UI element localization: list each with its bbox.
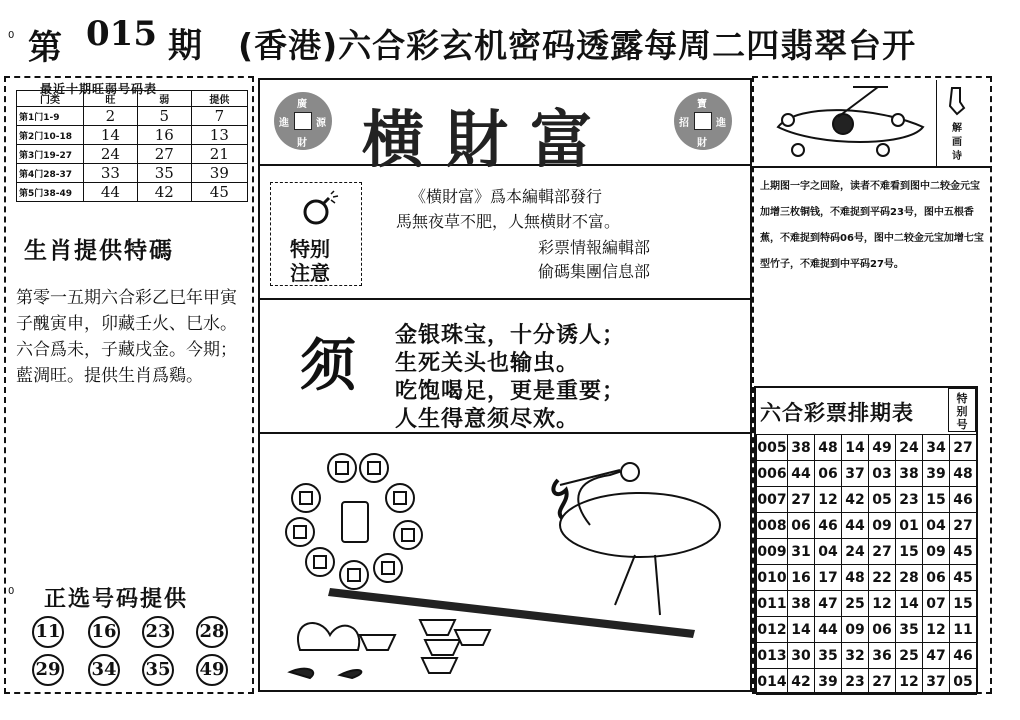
number-cell: 44 [788,461,815,487]
coin-char: 源 [316,118,326,129]
ingot-icon [360,620,490,673]
coin-char: 進 [279,118,289,129]
number-cell: 23 [896,487,923,513]
table-row [757,513,977,539]
number-cell: 34 [923,435,950,461]
pick-number: 11 [32,616,64,648]
table-cell: 2 [84,107,138,126]
number-cell: 06 [788,513,815,539]
number-cell: 45 [950,565,977,591]
table-row [757,435,977,461]
coin-icon [674,92,732,150]
picks-heading: 正选号码提供 [44,587,189,612]
number-cell: 44 [842,513,869,539]
coin-icon [274,92,332,150]
poem-line: 金银珠宝，十分诱人； [395,323,626,348]
table-cell: 13 [191,126,247,145]
poem-line: 吃饱喝足，更是重要； [395,379,626,404]
period-cell: 011 [757,591,788,617]
table-cell: 5 [137,107,191,126]
frequency-table-caption: 最近十期旺弱号码表 [40,82,158,96]
number-cell: 09 [842,617,869,643]
poem-line: 人生得意须尽欢。 [395,407,580,432]
pick-number: 35 [142,654,174,686]
zodiac-heading: 生肖提供特碼 [24,238,174,264]
number-cell: 47 [923,643,950,669]
coin-char: 財 [697,138,707,149]
notice-line: 《横財富》爲本編輯部發行 [410,187,603,206]
table-row [757,669,977,695]
number-cell: 37 [842,461,869,487]
notice-line: 彩票情報編輯部 [538,238,651,257]
number-cell: 11 [950,617,977,643]
number-cell: 27 [869,669,896,695]
pick-number: 29 [32,654,64,686]
column-header: 门类 [17,91,84,107]
page-title: (香港)六合彩玄机密码透露每周二四翡翠台开 [238,26,917,65]
number-cell: 49 [869,435,896,461]
pick-number: 28 [196,616,228,648]
number-cell: 46 [950,487,977,513]
special-label: 特别号 [956,392,968,431]
row-label: 第5门38-49 [17,183,84,202]
number-cell: 27 [788,487,815,513]
number-cell: 16 [788,565,815,591]
table-cell: 7 [191,107,247,126]
number-cell: 37 [923,669,950,695]
pole-icon [328,588,695,638]
number-cell: 32 [842,643,869,669]
table-cell: 33 [84,164,138,183]
table-row [757,617,977,643]
table-cell: 27 [137,145,191,164]
table-row [17,107,248,126]
peach-icon [290,623,361,678]
pointing-hand-icon [946,86,968,116]
coin-char: 廣 [297,99,307,110]
pick-number: 34 [88,654,120,686]
number-cell: 01 [896,513,923,539]
number-cell: 04 [923,513,950,539]
table-header-row [17,91,248,107]
number-cell: 06 [869,617,896,643]
number-cell: 35 [815,643,842,669]
number-cell: 24 [896,435,923,461]
table-row [757,565,977,591]
number-cell: 15 [923,487,950,513]
column-header: 提供 [191,91,247,107]
number-cell: 47 [815,591,842,617]
number-cell: 27 [869,539,896,565]
number-cell: 05 [869,487,896,513]
crane-icon [560,463,720,615]
number-cell: 03 [869,461,896,487]
zodiac-text: 第零一五期六合彩乙巳年甲寅子醜寅申，卯藏壬火、巳水。六合爲未，子藏戌金。今期；藍淍旺。提供生肖爲鷄。 [16,288,237,386]
poem-key-char: 须 [300,334,356,399]
table-cell: 35 [137,164,191,183]
number-cell: 25 [842,591,869,617]
number-cell: 39 [815,669,842,695]
number-cell: 14 [842,435,869,461]
table-row [17,126,248,145]
number-cell: 14 [896,591,923,617]
column-header: 旺 [84,91,138,107]
number-cell: 25 [896,643,923,669]
number-cell: 30 [788,643,815,669]
frequency-table [16,90,248,202]
number-cell: 27 [950,513,977,539]
number-cell: 12 [869,591,896,617]
corner-mark-top: 0 [8,30,15,41]
table-row [17,183,248,202]
number-cell: 42 [788,669,815,695]
notice-line: 馬無夜草不肥，人無横財不富。 [396,212,621,231]
number-cell: 15 [896,539,923,565]
number-cell: 04 [815,539,842,565]
bomb-icon [300,190,340,228]
schedule-table [756,434,977,695]
number-cell: 09 [869,513,896,539]
notice-line: 偷碼集團信息部 [538,262,651,281]
row-label: 第1门1-9 [17,107,84,126]
number-cell: 06 [923,565,950,591]
pick-number: 16 [88,616,120,648]
table-row [757,591,977,617]
table-cell: 39 [191,164,247,183]
table-cell: 21 [191,145,247,164]
coin-char: 招 [679,118,689,129]
divider [258,298,752,300]
number-cell: 35 [896,617,923,643]
number-cell: 38 [788,435,815,461]
period-cell: 013 [757,643,788,669]
number-cell: 45 [950,539,977,565]
table-cell: 24 [84,145,138,164]
table-row [17,145,248,164]
poem-line: 生死关头也输虫。 [395,351,580,376]
number-cell: 42 [842,487,869,513]
number-cell: 38 [896,461,923,487]
table-cell: 14 [84,126,138,145]
period-cell: 014 [757,669,788,695]
number-cell: 14 [788,617,815,643]
row-label: 第4门28-37 [17,164,84,183]
table-row [757,539,977,565]
period-cell: 009 [757,539,788,565]
number-cell: 15 [950,591,977,617]
notice-label: 特别注意 [290,237,330,285]
period-cell: 005 [757,435,788,461]
number-cell: 36 [869,643,896,669]
number-cell: 24 [842,539,869,565]
worm-icon [553,480,566,518]
issue-suffix: 期 [168,26,202,66]
number-cell: 06 [815,461,842,487]
number-cell: 48 [842,565,869,591]
coin-char: 財 [297,138,307,149]
period-cell: 008 [757,513,788,539]
issue-prefix: 第 [28,28,62,68]
row-label: 第2门10-18 [17,126,84,145]
number-cell: 48 [815,435,842,461]
column-header: 弱 [137,91,191,107]
number-cell: 39 [923,461,950,487]
table-cell: 42 [137,183,191,202]
period-cell: 010 [757,565,788,591]
number-cell: 12 [815,487,842,513]
number-cell: 12 [896,669,923,695]
number-cell: 44 [815,617,842,643]
number-cell: 28 [896,565,923,591]
riddle-label: 解画诗 [952,123,962,162]
number-cell: 07 [923,591,950,617]
table-cell: 16 [137,126,191,145]
divider [752,166,992,168]
schedule-title: 六合彩票排期表 [760,401,914,425]
number-cell: 46 [950,643,977,669]
number-cell: 12 [923,617,950,643]
table-cell: 44 [84,183,138,202]
riddle-picture [758,82,938,162]
number-cell: 22 [869,565,896,591]
number-cell: 27 [950,435,977,461]
coin-char: 寶 [697,99,707,110]
period-cell: 012 [757,617,788,643]
period-cell: 007 [757,487,788,513]
number-cell: 46 [815,513,842,539]
pick-number: 49 [196,654,228,686]
number-cell: 48 [950,461,977,487]
table-row [757,461,977,487]
issue-number: 015 [86,14,157,54]
number-cell: 05 [950,669,977,695]
puzzle-illustration [270,440,740,685]
table-cell: 45 [191,183,247,202]
coin-char: 進 [716,118,726,129]
row-label: 第3门19-27 [17,145,84,164]
table-row [757,643,977,669]
coin-ring-icon [286,454,422,589]
number-cell: 23 [842,669,869,695]
banner-title: 横財富 [362,103,615,176]
corner-mark-bottom: 0 [8,586,15,597]
number-cell: 17 [815,565,842,591]
table-row [757,487,977,513]
number-cell: 31 [788,539,815,565]
number-cell: 38 [788,591,815,617]
pick-number: 23 [142,616,174,648]
number-cell: 09 [923,539,950,565]
period-cell: 006 [757,461,788,487]
table-row [17,164,248,183]
riddle-clue: 上期图一字之回险，读者不难看到图中二较金元宝加增三枚铜钱，不难捉到平码23号，图中五根香蕉，不难捉到特码06号，图中二较金元宝加增七宝型竹子，不难捉到中平码27号。 [760,181,984,270]
